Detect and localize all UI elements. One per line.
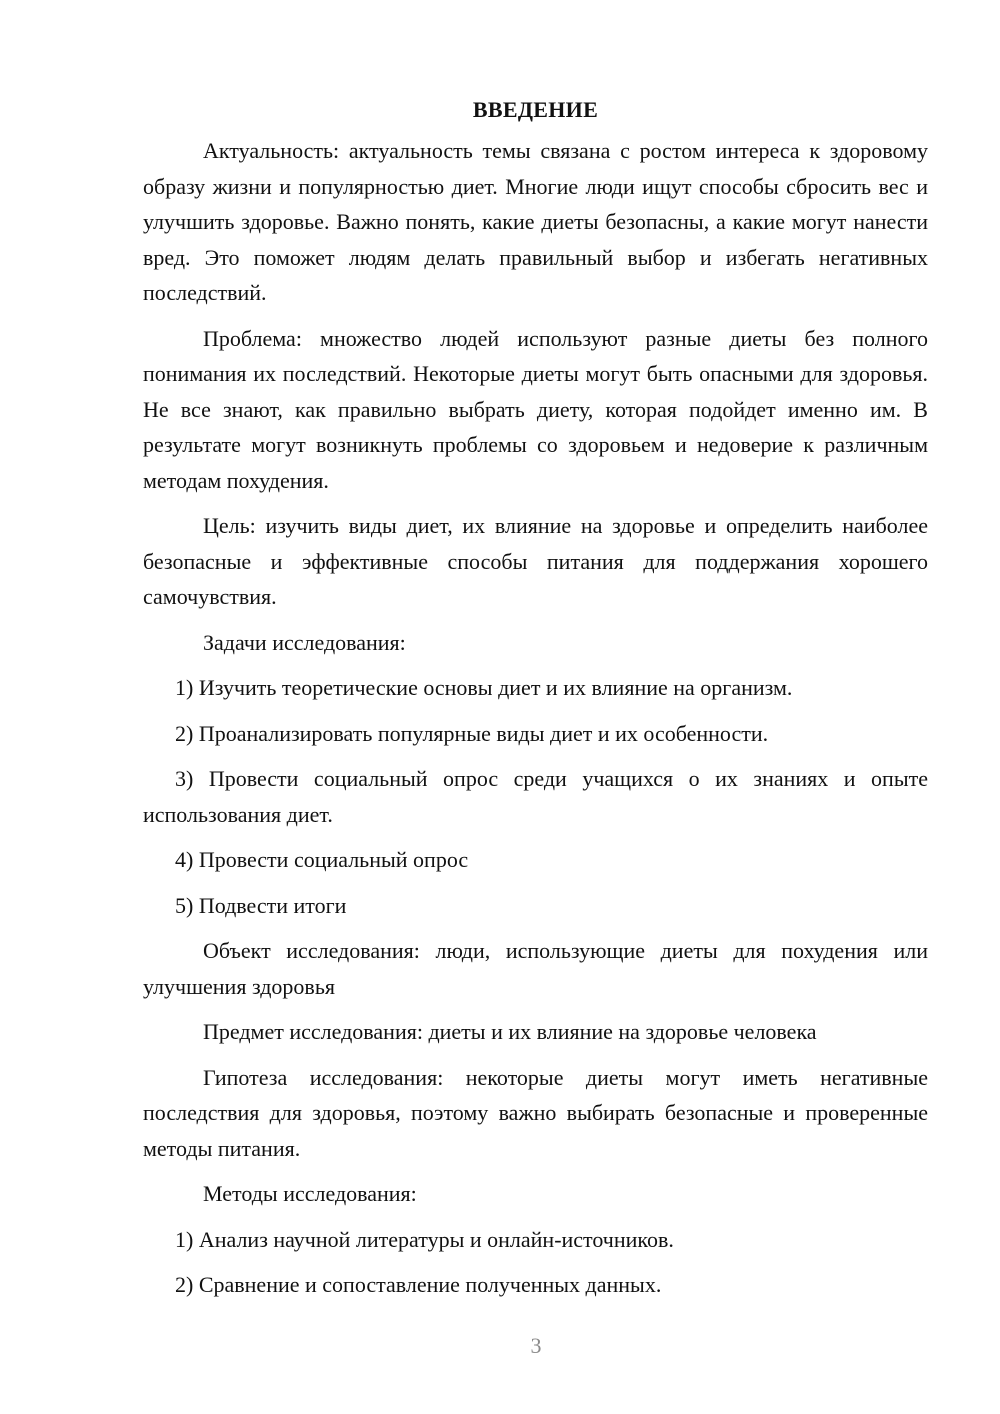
problem-paragraph: Проблема: множество людей используют разные диеты без полного понимания их последствий. Некоторые диеты могут быть опасными для здоровья. Не все знают, как правильно выбрать диету, которая подойдет именно им. В результате могут возникнуть проблемы со здоровьем и недоверие к различным методам похудения.: [143, 325, 928, 493]
page-number: 3: [530, 1333, 542, 1358]
research-hypothesis: Гипотеза исследования: некоторые диеты могут иметь негативные последствия для здоровья, поэтому важно выбирать безопасные и проверенные методы питания.: [143, 1064, 928, 1161]
task-item-3: 3) Провести социальный опрос среди учащихся о их знаниях и опыте использования диет.: [143, 766, 928, 827]
relevance-paragraph: Актуальность: актуальность темы связана с ростом интереса к здоровому образу жизни и популярностью диет. Многие люди ищут способы сбросить вес и улучшить здоровье. Важно понять, какие диеты безопасны, а какие могут нанести вред. Это поможет людям делать правильный выбор и избегать негативных последствий.: [143, 138, 928, 305]
page-content: [143, 92, 928, 1313]
research-subject: Предмет исследования: диеты и их влияние на здоровье человека: [203, 1019, 817, 1044]
task-item-4: 4) Провести социальный опрос: [175, 847, 469, 872]
tasks-title: Задачи исследования:: [203, 629, 406, 655]
methods-title: Методы исследования:: [203, 1181, 417, 1206]
goal-paragraph: Цель: изучить виды диет, их влияние на здоровье и определить наиболее безопасные и эффективные способы питания для поддержания хорошего самочувствия.: [143, 513, 928, 609]
section-heading: ВВЕДЕНИЕ: [472, 97, 599, 122]
task-item-2: 2) Проанализировать популярные виды диет и их особенности.: [175, 720, 769, 746]
research-object: Объект исследования: люди, использующие диеты для похудения или улучшения здоровья: [143, 938, 928, 999]
method-item-2: 2) Сравнение и сопоставление полученных данных.: [175, 1272, 662, 1297]
method-item-1: 1) Анализ научной литературы и онлайн-источников.: [175, 1226, 674, 1252]
task-item-5: 5) Подвести итоги: [175, 892, 347, 918]
task-item-1: 1) Изучить теоретические основы диет и их влияние на организм.: [175, 675, 793, 700]
